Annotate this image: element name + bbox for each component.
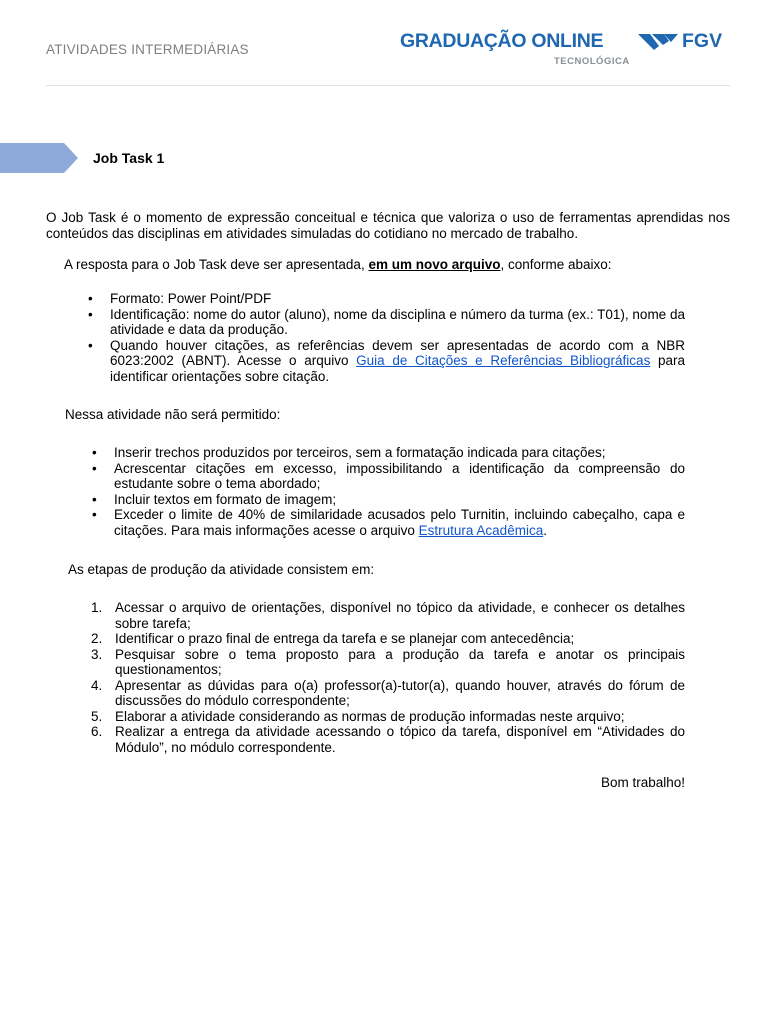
format-list — [88, 291, 686, 384]
intro-paragraph: O Job Task é o momento de expressão conceitual e técnica que valoriza o uso de ferramentas aprendidas nos conteúdos das disciplinas em atividades simuladas do cotidiano no mercado de trabalho. — [46, 210, 730, 241]
bullet-marker: • — [92, 507, 97, 522]
header-title: ATIVIDADES INTERMEDIÁRIAS — [46, 42, 249, 57]
step-number: 5. — [91, 708, 103, 724]
response-paragraph — [64, 257, 724, 273]
list-item — [91, 600, 685, 631]
list-item-text: Inserir trechos produzidos por terceiros, sem a formatação indicada para citações; — [114, 445, 606, 460]
step-number: 1. — [91, 600, 103, 615]
step-number: 2. — [91, 631, 103, 646]
list-item — [88, 291, 685, 307]
list-item-text: Acessar o arquivo de orientações, disponível no tópico da atividade, e conhecer os detalhes sobre tarefa; — [115, 600, 685, 631]
list-item-text: Identificar o prazo final de entrega da tarefa e se planejar com antecedência; — [115, 631, 575, 646]
closing-text: Bom trabalho! — [600, 775, 685, 790]
bullet-marker: • — [92, 460, 97, 476]
steps-heading: As etapas de produção da atividade consistem em: — [68, 562, 375, 577]
logo-sub-text: TECNOLÓGICA — [554, 56, 630, 67]
response-text-before: A resposta para o Job Task deve ser apresentada, — [64, 257, 369, 272]
step-number: 3. — [91, 646, 103, 662]
response-text-after: , conforme abaixo: — [500, 257, 612, 272]
list-item-text: Pesquisar sobre o tema proposto para a produção da tarefa e anotar os principais questionamentos; — [115, 646, 685, 677]
academic-structure-link[interactable]: Estrutura Acadêmica — [418, 522, 544, 538]
list-item — [91, 677, 685, 709]
forbidden-list — [92, 445, 685, 538]
list-item — [88, 306, 685, 338]
bullet-marker: • — [92, 445, 97, 460]
arrow-marker-icon — [0, 143, 80, 173]
bullet-marker: • — [88, 337, 93, 353]
list-item-text: Identificação: nome do autor (aluno), nome da disciplina e número da turma (ex.: T01), nome da atividade e data da produção. — [110, 306, 685, 337]
list-item-text: Acrescentar citações em excesso, impossibilitando a identificação da compreensão do estudante sobre o tema abordado; — [114, 460, 685, 491]
list-item — [91, 708, 685, 725]
logo-fgv-text: FGV — [682, 30, 723, 52]
bullet-marker: • — [88, 291, 93, 306]
list-item-text: Apresentar as dúvidas para o(a) professor(a)-tutor(a), quando houver, através do fórum de discussões do módulo correspondente; — [115, 677, 685, 708]
list-item — [92, 445, 685, 461]
list-item — [92, 491, 685, 508]
list-item — [91, 724, 685, 755]
forbidden-heading: Nessa atividade não será permitido: — [65, 407, 281, 422]
task-title: Job Task 1 — [93, 150, 165, 166]
list-item — [91, 646, 685, 678]
list-item — [88, 337, 686, 385]
list-item-text: Elaborar a atividade considerando as normas de produção informadas neste arquivo; — [115, 708, 625, 724]
list-item-text: . — [543, 522, 547, 538]
list-item-text: Incluir textos em formato de imagem; — [114, 491, 337, 507]
list-item — [92, 507, 685, 538]
steps-list — [91, 600, 685, 755]
fgv-chevron-icon — [638, 34, 680, 50]
citation-guide-link[interactable]: Guia de Citações e Referências Bibliográficas — [356, 353, 651, 368]
list-item — [92, 460, 685, 492]
bullet-marker: • — [92, 491, 97, 507]
step-number: 6. — [91, 724, 103, 739]
response-emphasis: em um novo arquivo — [368, 257, 501, 272]
step-number: 4. — [91, 677, 103, 693]
list-item-text: Realizar a entrega da atividade acessando o tópico da tarefa, disponível em “Atividades do Módulo”, no módulo correspondente. — [115, 724, 685, 755]
header-divider — [46, 85, 730, 86]
list-item-text: Quando houver citações, as referências devem ser apresentadas de acordo com a NBR 6023:2002 (ABNT). Acesse o arquivo — [110, 337, 685, 368]
list-item-text: Exceder o limite de 40% de similaridade acusados pelo Turnitin, incluindo cabeçalho, capa e citações. Para mais informações acesse o arquivo — [114, 507, 685, 538]
fgv-logo — [400, 30, 730, 70]
list-item-text: Formato: Power Point/PDF — [110, 291, 272, 306]
bullet-marker: • — [88, 306, 93, 322]
logo-main-text: GRADUAÇÃO ONLINE — [400, 30, 604, 52]
list-item — [91, 631, 685, 647]
list-item-text: para identificar orientações sobre citação. — [110, 353, 686, 384]
